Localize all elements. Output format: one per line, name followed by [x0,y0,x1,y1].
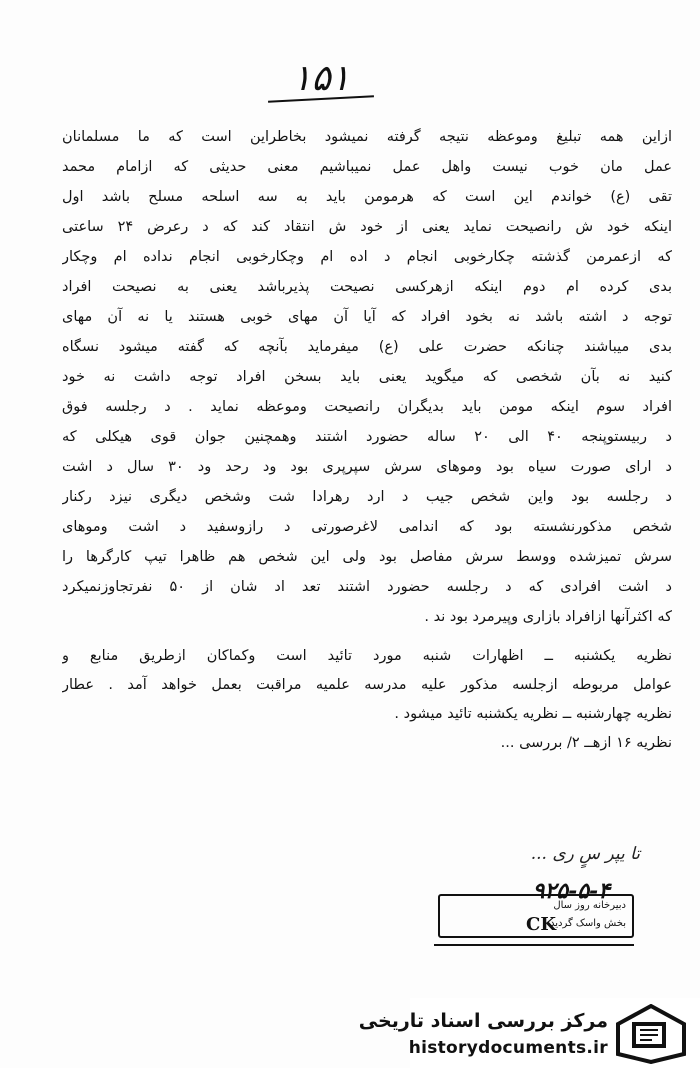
body-line: که ازعمرمن گذشته چکارخوبی انجام د اده ام وچکارخوبی انجام نداده ام وچکار [62,249,672,265]
stamp-code: CK [526,914,556,935]
page-number: ۱۵۱ [291,58,350,99]
body-line: تقی (ع) خواندم این است که هرمومن باید به سه اسلحه مسلح باشد اول [62,189,672,205]
body-line: بدی کرده ام دوم اینکه ازهرکسی نصیحت پذیرباشد یعنی به نصیحت افراد [62,279,672,295]
section-gap [62,632,672,642]
body-line: د ارای صورت سیاه بود وموهای سرش سپرپری بود ود رحد ود ۳۰ سال د اشت [62,459,672,475]
archive-logo-icon [614,1004,688,1064]
body-line: سرش تمیزشده ووسط سرش مفاصل بود ولی این شخص هم ظاهرا تیپ کارگرها را [62,549,672,565]
body-line: د اشت افرادی که د رجلسه حضورد اشتند تعد اد شان از ۵۰ نفرتجاوزنمیکرد [62,579,672,595]
body-line: بدی میباشند چنانکه حضرت علی (ع) میفرماید بآنچه که گفته میشود نسگاه [62,339,672,355]
body-line: اینکه خود ش رانصیحت نماید یعنی از خود ش انتقاد کند که د رعرض ۲۴ ساعتی [62,219,672,235]
body-line: د ربیستوپنجه ۴۰ الی ۲۰ ساله حضورد اشتند وهمچنین جوان قوی هیکلی که [62,429,672,445]
stamp-row: دبیرخانه روز سال [553,900,626,911]
body-line: عمل مان خوب نیست واهل عمل نمیباشیم معنی حدیثی که ازامام محمد [62,159,672,175]
footer-url: historydocuments.ir [408,1038,608,1058]
handwritten-annotation: تا یپر سٍ ری ... [530,844,640,864]
stamp-underline [434,944,634,946]
body-line: افراد سوم اینکه مومن باید بدیگران رانصیحت وموعظه نماید . د رجلسه فوق [62,399,672,415]
watermark-footer [358,998,700,1068]
body-line: ازاین همه تبلیغ وموعظه نتیجه گرفته نمیشود بخاطراین است که ما مسلمانان [62,129,672,145]
body-line: کنید نه بآن شخصی که میگوید یعنی باید بسخن افراد توجه داشت نه خود [62,369,672,385]
stamp-row: بخش واسک گردید [549,918,626,929]
body-line: د رجلسه بود واین شخص جیب د ارد رهرادا شت وشخص دیگری نیزد رکنار [62,489,672,505]
body-line: شخص مذکورنشسته بود که اندامی لاغرصورتی د رازوسفید د اشت وموهای [62,519,672,535]
body-line: که اکثرآنها ازافراد بازاری وپیرمرد بود ند . [424,609,672,625]
stamp-handwritten-number: ۹۲۵-۵-۴ [532,878,610,904]
body-line: توجه د اشته باشد نه بخود افراد که آیا آن مهای خوبی هستند یا نه آن مهای [62,309,672,325]
note-line: عوامل مربوطه ازجلسه مذکور علیه مدرسه علمیه مراقبت بعمل خواهد آمد . عطار [62,677,672,693]
footer-title: مرکز بررسی اسناد تاریخی [358,1010,608,1032]
note-line: نظریه ۱۶ ازهــ ۲/ بررسی ... [500,735,672,751]
document-body [62,122,672,758]
note-line: نظریه یکشنبه ــ اظهارات شنبه مورد تائید است وکماکان ازطریق منابع و [62,648,672,664]
registry-stamp [430,878,635,968]
note-line: نظریه چهارشنبه ــ نظریه یکشنبه تائید میشود . [394,706,672,722]
